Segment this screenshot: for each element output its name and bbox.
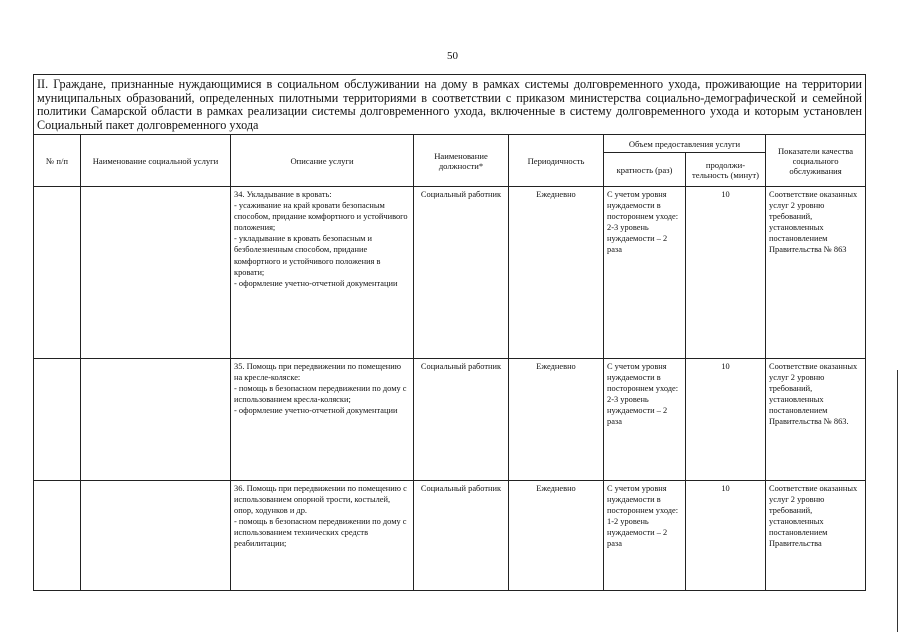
description-line: - усаживание на край кровати безопасным способом, придание комфортного и устойчивого положения; xyxy=(234,201,408,233)
row-quality: Соответствие оказанных услуг 2 уровню требований, установленных постановлением Правительства № 863 xyxy=(766,187,866,359)
description-line: 35. Помощь при передвижении по помещению на кресле-коляске: xyxy=(234,362,402,383)
row-position: Социальный работник xyxy=(414,481,509,591)
multiplicity-line: С учетом уровня нуждаемости в постороннем уходе: xyxy=(607,362,679,394)
description-line: 34. Укладывание в кровать: xyxy=(234,190,332,199)
row-description xyxy=(231,359,414,481)
col-header-volume: Объем предоставления услуги xyxy=(604,135,766,153)
page-number: 50 xyxy=(447,50,458,62)
row-multiplicity xyxy=(604,187,686,359)
row-periodicity: Ежедневно xyxy=(509,187,604,359)
row-position: Социальный работник xyxy=(414,187,509,359)
row-multiplicity xyxy=(604,481,686,591)
table-row xyxy=(34,359,866,481)
row-quality: Соответствие оказанных услуг 2 уровню требований, установленных постановлением Правительства № 863. xyxy=(766,359,866,481)
multiplicity-line: С учетом уровня нуждаемости в постороннем уходе: xyxy=(607,190,679,222)
row-num xyxy=(34,481,81,591)
row-multiplicity xyxy=(604,359,686,481)
row-quality: Соответствие оказанных услуг 2 уровню требований, установленных постановлением Правительства xyxy=(766,481,866,591)
table-row xyxy=(34,187,866,359)
section-heading-row xyxy=(34,75,866,135)
table-row xyxy=(34,481,866,591)
col-header-num: № п/п xyxy=(34,135,81,187)
row-num xyxy=(34,359,81,481)
scan-edge-line xyxy=(897,370,898,632)
section-heading: II. Граждане, признанные нуждающимися в социальном обслуживании на дому в рамках системы долговременного ухода, проживающие на территории муниципальных образований, определенных пилотными территориями в соответствии с приказом министерства социально-демографической и семейной политики Самарской области в рамках реализации системы долговременного ухода, включенные в систему долговременного ухода и которым установлен Социальный пакет долговременного ухода xyxy=(34,75,866,135)
row-periodicity: Ежедневно xyxy=(509,359,604,481)
multiplicity-line: 2-3 уровень нуждаемости – 2 раза xyxy=(607,223,668,255)
multiplicity-line: 2-3 уровень нуждаемости – 2 раза xyxy=(607,395,668,427)
col-header-position: Наименование должности* xyxy=(414,135,509,187)
row-service-name xyxy=(81,187,231,359)
row-num xyxy=(34,187,81,359)
row-service-name xyxy=(81,359,231,481)
row-description xyxy=(231,481,414,591)
description-line: - укладывание в кровать безопасным и безболезненным способом, придание комфортного и устойчивого положения в кровати; xyxy=(234,234,381,277)
multiplicity-line: С учетом уровня нуждаемости в постороннем уходе: xyxy=(607,484,679,516)
header-row-1 xyxy=(34,135,866,153)
col-header-duration: продолжи-тельность (минут) xyxy=(686,153,766,187)
description-line: - помощь в безопасном передвижении по дому с использованием технических средств реабилитации; xyxy=(234,517,407,549)
multiplicity-line: 1-2 уровень нуждаемости – 2 раза xyxy=(607,517,668,549)
col-header-multiplicity: кратность (раз) xyxy=(604,153,686,187)
row-duration: 10 xyxy=(686,187,766,359)
col-header-service-name: Наименование социальной услуги xyxy=(81,135,231,187)
description-line: - оформление учетно-отчетной документации xyxy=(234,406,398,416)
col-header-description: Описание услуги xyxy=(231,135,414,187)
row-periodicity: Ежедневно xyxy=(509,481,604,591)
row-service-name xyxy=(81,481,231,591)
row-position: Социальный работник xyxy=(414,359,509,481)
row-duration: 10 xyxy=(686,359,766,481)
col-header-quality: Показатели качества социального обслуживания xyxy=(766,135,866,187)
services-table xyxy=(33,74,866,591)
row-duration: 10 xyxy=(686,481,766,591)
description-line: - оформление учетно-отчетной документации xyxy=(234,278,398,288)
col-header-periodicity: Периодичность xyxy=(509,135,604,187)
description-line: 36. Помощь при передвижении по помещению с использованием опорной трости, костылей, опор, ходунков и др. xyxy=(234,484,407,516)
row-description xyxy=(231,187,414,359)
description-line: - помощь в безопасном передвижении по дому с использованием кресла-коляски; xyxy=(234,384,407,405)
